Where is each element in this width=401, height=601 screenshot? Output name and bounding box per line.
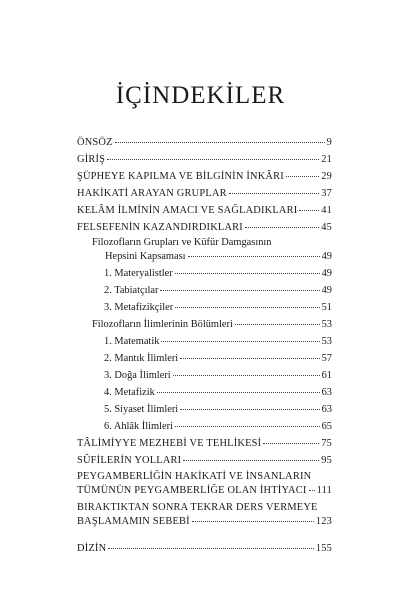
leader-dots	[161, 341, 319, 342]
toc-entry-peygamberlik[interactable]	[77, 484, 332, 497]
toc-entry-metafizik[interactable]	[104, 386, 332, 399]
toc-entry-materyalistler[interactable]	[104, 267, 332, 280]
toc-entry-dizin[interactable]	[77, 542, 332, 555]
toc-entry-mantik[interactable]	[104, 352, 332, 365]
toc-entry-label: HAKİKATİ ARAYAN GRUPLAR	[77, 188, 227, 199]
toc-entry-filozof-gruplari[interactable]	[105, 250, 332, 263]
toc-entry-giris[interactable]	[77, 153, 332, 166]
toc-entry-doga[interactable]	[104, 369, 332, 382]
toc-entry-label: 3. Doğa İlimleri	[104, 370, 171, 381]
toc-entry-peygamberlik-line1: PEYGAMBERLİĞİN HAKİKATİ VE İNSANLARIN	[77, 471, 312, 482]
leader-dots	[245, 227, 319, 228]
toc-page-number: 53	[321, 336, 332, 347]
toc-entry-label: 3. Metafizikçiler	[104, 302, 174, 313]
toc-entry-tabiatcilar[interactable]	[104, 284, 332, 297]
toc-page-number: 57	[321, 353, 332, 364]
toc-entry-label: 6. Ahlâk İlimleri	[104, 421, 173, 432]
leader-dots	[235, 324, 320, 325]
leader-dots	[188, 256, 320, 257]
toc-page-number: 45	[321, 222, 332, 233]
leader-dots	[107, 159, 319, 160]
toc-page-number: 49	[321, 251, 332, 262]
toc-entry-label: TÂLİMİYYE MEZHEBİ VE TEHLİKESİ	[77, 438, 262, 449]
leader-dots	[115, 142, 325, 143]
toc-entry-supheye[interactable]	[77, 170, 332, 183]
toc-entry-talimiyye[interactable]	[77, 437, 332, 450]
toc-entry-label: FELSEFENİN KAZANDIRDIKLARI	[77, 222, 243, 233]
leader-dots	[192, 521, 314, 522]
toc-entry-label: ÖNSÖZ	[77, 137, 113, 148]
toc-entry-label: Filozofların İlimlerinin Bölümleri	[92, 319, 233, 330]
leader-dots	[299, 210, 319, 211]
toc-entry-label: TÜMÜNÜN PEYGAMBERLİĞE OLAN İHTİYACI	[77, 485, 307, 496]
toc-entry-filozof-gruplari-line1: Filozofların Grupları ve Küfür Damgasının	[92, 237, 272, 248]
toc-entry-label: BAŞLAMAMIN SEBEBİ	[77, 516, 190, 527]
toc-entry-felsefe[interactable]	[77, 221, 332, 234]
leader-dots	[173, 375, 320, 376]
toc-entry-ahlak[interactable]	[104, 420, 332, 433]
toc-page-number: 49	[321, 268, 332, 279]
toc-entry-label: 2. Tabiatçılar	[104, 285, 159, 296]
toc-entry-hakikati[interactable]	[77, 187, 332, 200]
toc-page-number: 95	[321, 455, 332, 466]
toc-page-number: 37	[321, 188, 332, 199]
toc-page-number: 123	[315, 516, 332, 527]
toc-page-number: 75	[321, 438, 332, 449]
toc-entry-label: SÛFİLERİN YOLLARI	[77, 455, 182, 466]
toc-page-number: 51	[321, 302, 332, 313]
toc-page-number: 9	[326, 137, 332, 148]
toc-page-number: 65	[321, 421, 332, 432]
toc-entry-sufiler[interactable]	[77, 454, 332, 467]
toc-entry-label: 1. Matematik	[104, 336, 160, 347]
toc-entry-siyaset[interactable]	[104, 403, 332, 416]
leader-dots	[183, 460, 319, 461]
toc-page-number: 21	[321, 154, 332, 165]
leader-dots	[175, 426, 320, 427]
toc-page-number: 63	[321, 387, 332, 398]
leader-dots	[263, 443, 319, 444]
leader-dots	[309, 490, 315, 491]
toc-page-number: 111	[316, 485, 332, 496]
page-title: İÇİNDEKİLER	[115, 82, 286, 109]
toc-entry-label: 5. Siyaset İlimleri	[104, 404, 179, 415]
toc-page-number: 155	[315, 543, 332, 554]
toc-entry-label: DİZİN	[77, 543, 107, 554]
toc-page-number: 41	[321, 205, 332, 216]
leader-dots	[160, 290, 319, 291]
toc-page-number: 53	[321, 319, 332, 330]
toc-page-number: 63	[321, 404, 332, 415]
leader-dots	[175, 307, 319, 308]
toc-entry-label: 1. Materyalistler	[104, 268, 173, 279]
toc-entry-biraktiktan[interactable]	[77, 515, 332, 528]
toc-page-number: 29	[321, 171, 332, 182]
toc-entry-matematik[interactable]	[104, 335, 332, 348]
toc-entry-metafizikciler[interactable]	[104, 301, 332, 314]
leader-dots	[286, 176, 319, 177]
toc-page-number: 61	[321, 370, 332, 381]
toc-entry-biraktiktan-line1: BIRAKTIKTAN SONRA TEKRAR DERS VERMEYE	[77, 502, 318, 513]
toc-entry-label: 4. Metafizik	[104, 387, 155, 398]
leader-dots	[180, 358, 319, 359]
toc-entry-label: KELÂM İLMİNİN AMACI VE SAĞLADIKLARI	[77, 205, 298, 216]
toc-page-number: 49	[321, 285, 332, 296]
toc-entry-onsoz[interactable]	[77, 136, 332, 149]
leader-dots	[180, 409, 319, 410]
toc-entry-label: GİRİŞ	[77, 154, 106, 165]
toc-entry-kelam[interactable]	[77, 204, 332, 217]
leader-dots	[157, 392, 320, 393]
toc-entry-label: 2. Mantık İlimleri	[104, 353, 179, 364]
leader-dots	[108, 548, 314, 549]
leader-dots	[229, 193, 320, 194]
toc-entry-label: Hepsini Kapsaması	[105, 251, 186, 262]
toc-entry-filozof-ilimleri[interactable]	[92, 318, 332, 331]
leader-dots	[175, 273, 320, 274]
toc-entry-label: ŞÜPHEYE KAPILMA VE BİLGİNİN İNKÂRI	[77, 171, 284, 182]
